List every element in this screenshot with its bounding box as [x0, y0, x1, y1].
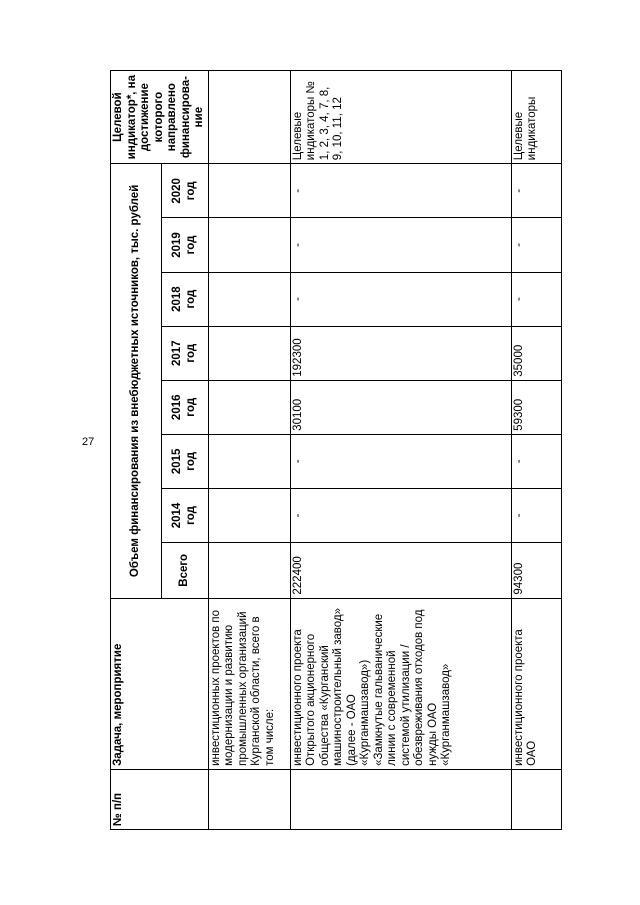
row-year-2017: [208, 326, 290, 380]
row-year-2016: 30100: [290, 380, 511, 434]
header-year-2014: 2014 год: [162, 488, 209, 542]
row-year-2020: -: [290, 164, 511, 218]
row-year-2014: -: [511, 488, 561, 542]
row-year-2018: -: [290, 272, 511, 326]
row-num: [511, 769, 561, 829]
rotated-table-wrapper: [110, 70, 610, 830]
row-year-2014: -: [290, 488, 511, 542]
header-total: Всего: [162, 543, 209, 599]
row-year-2017: 35000: [511, 326, 561, 380]
row-total: [208, 543, 290, 599]
page-number: 27: [82, 436, 95, 448]
row-year-2019: [208, 218, 290, 272]
row-indicator: Целевые индикаторы: [511, 71, 561, 164]
table-row: [208, 71, 290, 830]
row-indicator: Целевые индикаторы № 1, 2, 3, 4, 7, 8, 9, 10, 11, 12: [290, 71, 511, 164]
row-year-2020: [208, 164, 290, 218]
row-year-2018: [208, 272, 290, 326]
row-year-2015: -: [511, 434, 561, 488]
table-row: [511, 71, 561, 830]
funding-table: [110, 70, 562, 830]
header-year-2016: 2016 год: [162, 380, 209, 434]
row-task: инвестиционного проекта Открытого акционерного общества «Курганский машиностроительный завод» (далее - ОАО «Курганмашзавод») «Замкнутые гальванические линии с современной системой утилизации / обезвреживания отходов под нужды ОАО «Курганмашзавод»: [290, 598, 511, 769]
header-year-2019: 2019 год: [162, 218, 209, 272]
row-year-2019: -: [290, 218, 511, 272]
row-year-2016: [208, 380, 290, 434]
header-num: № п/п: [111, 769, 209, 829]
row-year-2017: 192300: [290, 326, 511, 380]
row-total: 222400: [290, 543, 511, 599]
header-year-2015: 2015 год: [162, 434, 209, 488]
row-task: инвестиционных проектов по модернизации и развитию промышленных организаций Курганской области, всего в том числе:: [208, 598, 290, 769]
header-indicator: Целевой индикатор*, на достижение которого направлено финансирова-ние: [111, 71, 209, 164]
row-year-2014: [208, 488, 290, 542]
header-funding-group: Объем финансирования из внебюджетных источников, тыс. рублей: [111, 164, 162, 598]
row-num: [208, 769, 290, 829]
row-year-2018: -: [511, 272, 561, 326]
row-year-2015: [208, 434, 290, 488]
row-year-2019: -: [511, 218, 561, 272]
row-year-2016: 59300: [511, 380, 561, 434]
header-task: Задача, мероприятие: [111, 598, 209, 769]
header-year-2018: 2018 год: [162, 272, 209, 326]
header-year-2017: 2017 год: [162, 326, 209, 380]
table-row: [290, 71, 511, 830]
row-num: [290, 769, 511, 829]
row-total: 94300: [511, 543, 561, 599]
row-year-2020: -: [511, 164, 561, 218]
row-year-2015: -: [290, 434, 511, 488]
row-task: инвестиционного проекта ОАО: [511, 598, 561, 769]
header-year-2020: 2020 год: [162, 164, 209, 218]
row-indicator: [208, 71, 290, 164]
